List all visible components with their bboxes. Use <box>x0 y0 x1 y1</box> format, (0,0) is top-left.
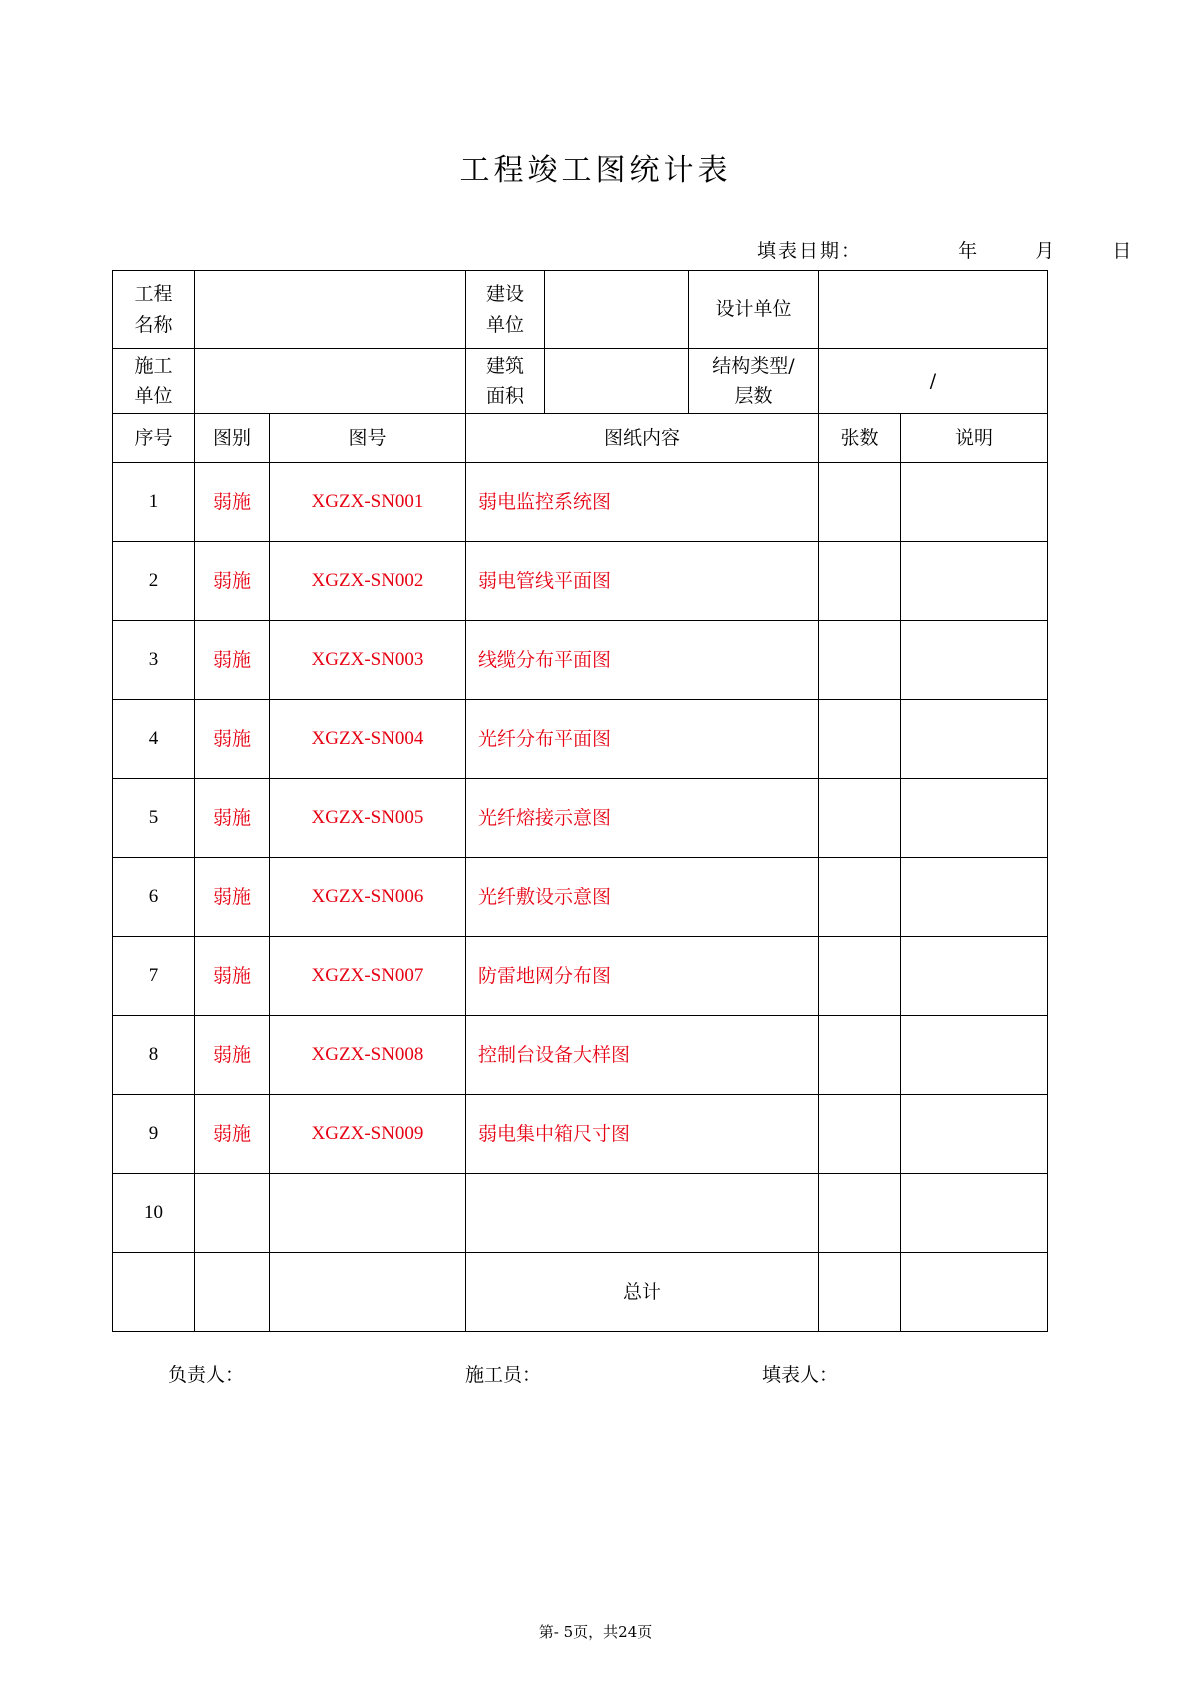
row-code <box>270 1174 466 1253</box>
row-notes[interactable] <box>901 1095 1048 1174</box>
fill-date-year: 年 <box>958 240 980 262</box>
contractor-value[interactable] <box>195 349 466 414</box>
row-content: 光纤分布平面图 <box>466 700 819 779</box>
worker-label: 施工员： <box>465 1364 542 1386</box>
row-code: XGZX-SN007 <box>270 937 466 1016</box>
row-sheets[interactable] <box>819 937 901 1016</box>
row-content: 光纤熔接示意图 <box>466 779 819 858</box>
row-no: 8 <box>113 1016 195 1095</box>
row-type <box>195 1174 270 1253</box>
col-header-no: 序号 <box>113 414 195 463</box>
row-type: 弱施 <box>195 1016 270 1095</box>
row-notes[interactable] <box>901 463 1048 542</box>
row-no: 4 <box>113 700 195 779</box>
row-code: XGZX-SN004 <box>270 700 466 779</box>
row-type: 弱施 <box>195 858 270 937</box>
row-notes[interactable] <box>901 542 1048 621</box>
area-value[interactable] <box>545 349 689 413</box>
row-no: 1 <box>113 463 195 542</box>
row-code: XGZX-SN005 <box>270 779 466 858</box>
row-content: 弱电集中箱尺寸图 <box>466 1095 819 1174</box>
row-sheets[interactable] <box>819 1016 901 1095</box>
col-header-sheets: 张数 <box>819 414 901 463</box>
fill-date-month: 月 <box>1035 240 1057 262</box>
table-row <box>113 700 1048 779</box>
fill-date-day: 日 <box>1112 240 1134 262</box>
table-row <box>113 1016 1048 1095</box>
row-type: 弱施 <box>195 542 270 621</box>
fill-date <box>757 236 1133 263</box>
row-no: 7 <box>113 937 195 1016</box>
row-sheets[interactable] <box>819 1174 901 1253</box>
total-label: 总计 <box>466 1253 819 1332</box>
row-no: 3 <box>113 621 195 700</box>
filler-label: 填表人： <box>762 1364 839 1386</box>
row-type: 弱施 <box>195 937 270 1016</box>
fill-date-label: 填表日期： <box>757 240 863 262</box>
row-code: XGZX-SN008 <box>270 1016 466 1095</box>
row-sheets[interactable] <box>819 779 901 858</box>
col-header-code: 图号 <box>270 414 466 463</box>
table-row <box>113 542 1048 621</box>
row-content: 控制台设备大样图 <box>466 1016 819 1095</box>
header-row-1 <box>113 271 1048 349</box>
designer-label: 设计单位 <box>715 298 792 321</box>
row-notes[interactable] <box>901 621 1048 700</box>
total-no <box>113 1253 195 1332</box>
table-row <box>113 779 1048 858</box>
row-content: 弱电监控系统图 <box>466 463 819 542</box>
row-no: 10 <box>113 1174 195 1253</box>
row-type: 弱施 <box>195 1095 270 1174</box>
builder-label: 建设 单位 <box>466 271 545 348</box>
row-code: XGZX-SN006 <box>270 858 466 937</box>
row-notes[interactable] <box>901 779 1048 858</box>
col-header-content: 图纸内容 <box>466 414 819 463</box>
table-row <box>113 1095 1048 1174</box>
manager-label: 负责人： <box>168 1364 245 1386</box>
total-row <box>113 1253 1048 1332</box>
table-row <box>113 858 1048 937</box>
page-footer: 第- 5页，共24页 <box>538 1623 653 1641</box>
row-sheets[interactable] <box>819 700 901 779</box>
column-header-row <box>113 414 1048 463</box>
table-row <box>113 463 1048 542</box>
total-notes[interactable] <box>901 1253 1048 1332</box>
row-content <box>466 1174 819 1253</box>
table-row <box>113 621 1048 700</box>
row-code: XGZX-SN002 <box>270 542 466 621</box>
row-content: 防雷地网分布图 <box>466 937 819 1016</box>
row-type: 弱施 <box>195 621 270 700</box>
project-name-value[interactable] <box>195 271 466 349</box>
row-notes[interactable] <box>901 1016 1048 1095</box>
builder-value[interactable] <box>545 271 689 348</box>
col-header-type: 图别 <box>195 414 270 463</box>
total-type <box>195 1253 270 1332</box>
row-sheets[interactable] <box>819 858 901 937</box>
row-code: XGZX-SN003 <box>270 621 466 700</box>
row-no: 5 <box>113 779 195 858</box>
structure-value[interactable]: / <box>819 349 1048 414</box>
row-content: 线缆分布平面图 <box>466 621 819 700</box>
row-content: 光纤敷设示意图 <box>466 858 819 937</box>
row-notes[interactable] <box>901 1174 1048 1253</box>
row-sheets[interactable] <box>819 463 901 542</box>
row-content: 弱电管线平面图 <box>466 542 819 621</box>
total-sheets[interactable] <box>819 1253 901 1332</box>
header-row-2 <box>113 349 1048 414</box>
project-name-label: 工程 名称 <box>113 271 195 349</box>
page-title: 工程竣工图统计表 <box>459 153 732 188</box>
total-code <box>270 1253 466 1332</box>
table-row <box>113 937 1048 1016</box>
row-code: XGZX-SN009 <box>270 1095 466 1174</box>
drawing-stats-table <box>112 270 1048 1332</box>
row-type: 弱施 <box>195 700 270 779</box>
structure-label: 结构类型/ 层数 <box>712 354 795 407</box>
row-code: XGZX-SN001 <box>270 463 466 542</box>
row-type: 弱施 <box>195 463 270 542</box>
row-notes[interactable] <box>901 937 1048 1016</box>
row-sheets[interactable] <box>819 1095 901 1174</box>
row-no: 2 <box>113 542 195 621</box>
designer-value[interactable] <box>819 271 1048 349</box>
row-type: 弱施 <box>195 779 270 858</box>
row-notes[interactable] <box>901 858 1048 937</box>
row-no: 9 <box>113 1095 195 1174</box>
row-notes[interactable] <box>901 700 1048 779</box>
contractor-label: 施工 单位 <box>113 349 195 414</box>
row-sheets[interactable] <box>819 542 901 621</box>
area-label: 建筑 面积 <box>466 349 545 413</box>
row-sheets[interactable] <box>819 621 901 700</box>
table-row <box>113 1174 1048 1253</box>
col-header-notes: 说明 <box>901 414 1048 463</box>
row-no: 6 <box>113 858 195 937</box>
